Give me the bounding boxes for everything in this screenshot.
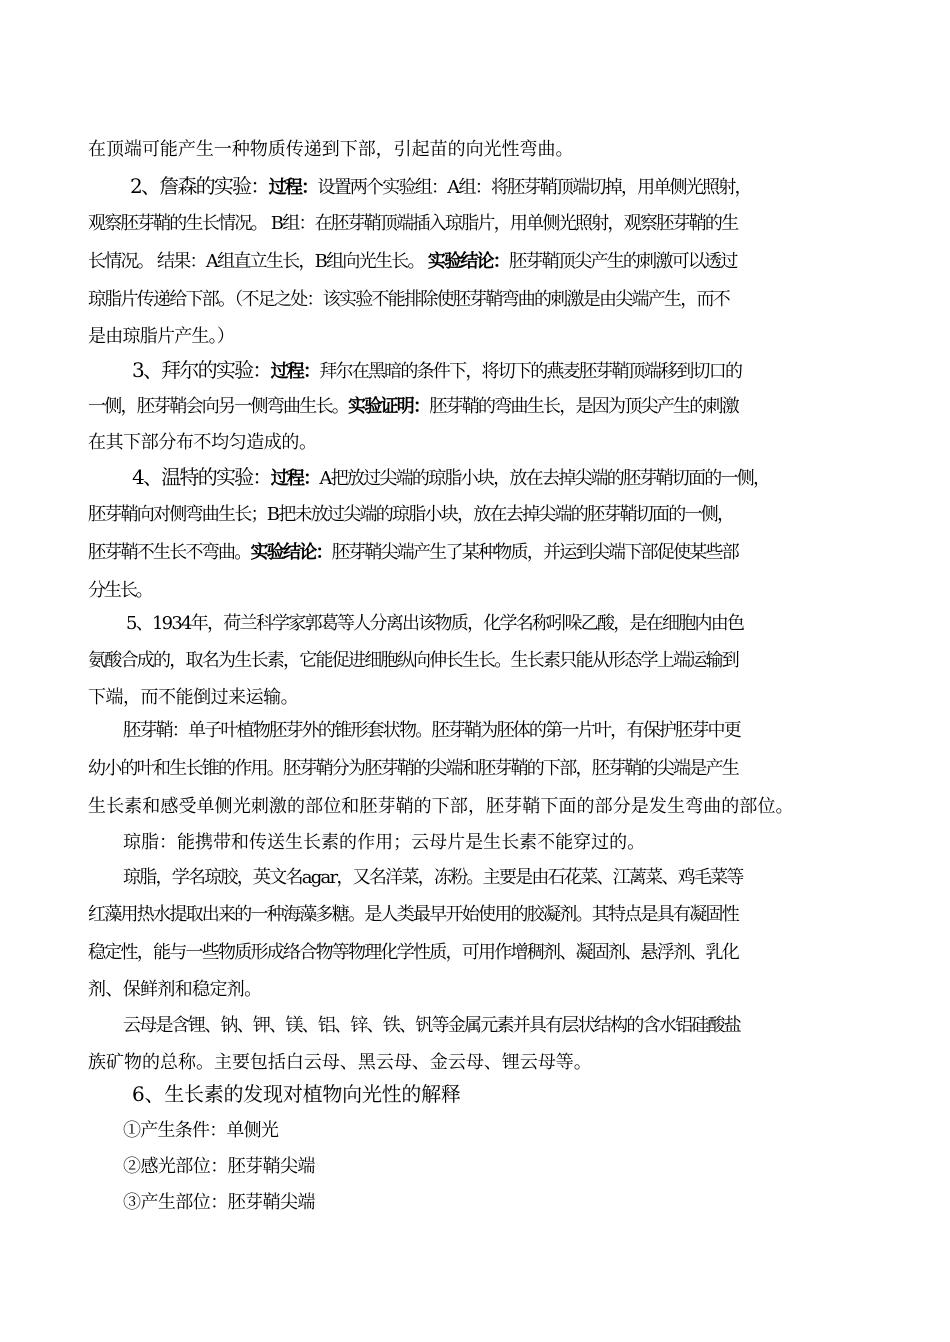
paragraph-4-line-0 xyxy=(126,614,950,634)
paragraph-3-line-3 xyxy=(88,581,950,601)
paragraph-7-line-1 xyxy=(88,905,950,925)
text-run: 琼脂：能携带和传送生长素的作用；云母片是生长素不能穿过的。 xyxy=(123,832,646,853)
paragraph-7-line-0 xyxy=(123,868,950,888)
paragraph-7-line-3 xyxy=(88,980,950,1000)
paragraph-10-line-0 xyxy=(123,1121,950,1141)
text-run: 是由琼脂片产生。） xyxy=(88,326,235,347)
paragraph-8-line-1 xyxy=(88,1053,950,1073)
paragraph-11-line-0 xyxy=(123,1157,950,1177)
paragraph-3-line-2 xyxy=(88,543,950,563)
bold-label: 实验结论： xyxy=(250,542,332,563)
text-run: 一侧，胚芽鞘会向另一侧弯曲生长。 xyxy=(88,396,348,417)
paragraph-6-line-0 xyxy=(123,833,950,853)
text-run: 分生长。 xyxy=(88,580,152,601)
paragraph-1-line-3 xyxy=(88,290,950,310)
bold-label: 实验结论： xyxy=(427,251,510,272)
text-run: 琼脂，学名琼胶，英文名agar，又名洋菜，冻粉。主要是由石花菜、江蓠菜、鸡毛菜等 xyxy=(123,867,743,888)
bold-label: 过程： xyxy=(268,177,318,198)
text-run: 设置两个实验组：A组：将胚芽鞘顶端切掉，用单侧光照射， xyxy=(317,177,751,198)
paragraph-12-line-0 xyxy=(123,1193,950,1213)
paragraph-9-line-0 xyxy=(132,1084,950,1106)
text-run: ①产生条件：单侧光 xyxy=(123,1120,279,1141)
paragraph-2-line-0 xyxy=(132,360,950,382)
paragraph-1-line-4 xyxy=(88,327,950,347)
text-run: ②感光部位：胚芽鞘尖端 xyxy=(123,1156,315,1177)
text-run: 胚芽鞘向对侧弯曲生长；B把未放过尖端的琼脂小块，放在去掉尖端的胚芽鞘切面的一侧， xyxy=(88,504,734,525)
paragraph-2-line-2 xyxy=(88,433,950,453)
paragraph-1-line-2 xyxy=(88,252,950,272)
text-run: 族矿物的总称。主要包括白云母、黑云母、金云母、锂云母等。 xyxy=(88,1052,592,1073)
paragraph-5-line-1 xyxy=(88,759,950,779)
paragraph-7-line-2 xyxy=(88,943,950,963)
paragraph-0-line-0 xyxy=(88,140,950,160)
text-run: 胚芽鞘顶尖产生的刺激可以透过 xyxy=(509,251,737,272)
paragraph-4-line-1 xyxy=(88,651,950,671)
paragraph-2-line-1 xyxy=(88,397,950,417)
section-heading: 2、詹森的实验： xyxy=(130,174,269,198)
text-run: 胚芽鞘尖端产生了某种物质，并运到尖端下部促使某些部 xyxy=(331,542,738,563)
text-run: 幼小的叶和生长锥的作用。胚芽鞘分为胚芽鞘的尖端和胚芽鞘的下部，胚芽鞘的尖端是产生 xyxy=(88,758,738,779)
bold-label: 过程： xyxy=(270,468,320,489)
section-heading: 4、温特的实验： xyxy=(132,465,271,489)
bold-label: 实验证明： xyxy=(348,396,430,417)
text-run: 在顶端可能产生一种物质传递到下部，引起苗的向光性弯曲。 xyxy=(88,139,574,160)
text-run: ③产生部位：胚芽鞘尖端 xyxy=(123,1192,315,1213)
paragraph-5-line-0 xyxy=(123,721,950,741)
text-run: 在其下部分布不均匀造成的。 xyxy=(88,432,317,453)
text-run: 胚芽鞘不生长不弯曲。 xyxy=(88,542,251,563)
text-run: 生长素和感受单侧光刺激的部位和胚芽鞘的下部，胚芽鞘下面的部分是发生弯曲的部位。 xyxy=(88,796,794,817)
paragraph-8-line-0 xyxy=(123,1016,950,1036)
text-run: 红藻用热水提取出来的一种海藻多糖。是人类最早开始使用的胶凝剂。其特点是具有凝固性 xyxy=(88,904,738,925)
paragraph-3-line-1 xyxy=(88,505,950,525)
text-run: 胚芽鞘：单子叶植物胚芽外的锥形套状物。胚芽鞘为胚体的第一片叶，有保护胚芽中更 xyxy=(123,720,740,741)
paragraph-3-line-0 xyxy=(132,467,950,489)
text-run: 5、1934年，荷兰科学家郭葛等人分离出该物质，化学名称吲哚乙酸，是在细胞内由色 xyxy=(126,613,744,634)
text-run: 观察胚芽鞘的生长情况。 B组：在胚芽鞘顶端插入琼脂片，用单侧光照射，观察胚芽鞘的生 xyxy=(88,213,738,234)
text-run: 剂、保鲜剂和稳定剂。 xyxy=(88,979,262,1000)
bold-label: 过程： xyxy=(270,361,320,382)
text-run: 云母是含锂、钠、钾、镁、铝、锌、铁、钒等金属元素并具有层状结构的含水铝硅酸盐 xyxy=(123,1015,740,1036)
text-run: 胚芽鞘的弯曲生长，是因为顶尖产生的刺激 xyxy=(429,396,738,417)
paragraph-1-line-0 xyxy=(130,176,950,198)
paragraph-1-line-1 xyxy=(88,214,950,234)
section-heading: 3、拜尔的实验： xyxy=(132,358,271,382)
paragraph-4-line-2 xyxy=(88,688,950,708)
section-heading: 6、生长素的发现对植物向光性的解释 xyxy=(132,1082,461,1106)
text-run: 拜尔在黑暗的条件下，将切下的燕麦胚芽鞘顶端移到切口的 xyxy=(319,361,742,382)
text-run: A把放过尖端的琼脂小块，放在去掉尖端的胚芽鞘切面的一侧， xyxy=(319,468,770,489)
paragraph-5-line-2 xyxy=(88,797,950,817)
text-run: 下端，而不能倒过来运输。 xyxy=(88,687,299,708)
text-run: 长情况。 结果：A组直立生长，B组向光生长。 xyxy=(88,251,428,272)
text-run: 琼脂片传递给下部。（不足之处：该实验不能排除使胚芽鞘弯曲的刺激是由尖端产生，而不 xyxy=(88,289,729,310)
text-run: 稳定性，能与一些物质形成络合物等物理化学性质，可用作增稠剂、凝固剂、悬浮剂、乳化 xyxy=(88,942,738,963)
text-run: 氨酸合成的，取名为生长素，它能促进细胞纵向伸长生长。生长素只能从形态学上端运输到 xyxy=(88,650,738,671)
